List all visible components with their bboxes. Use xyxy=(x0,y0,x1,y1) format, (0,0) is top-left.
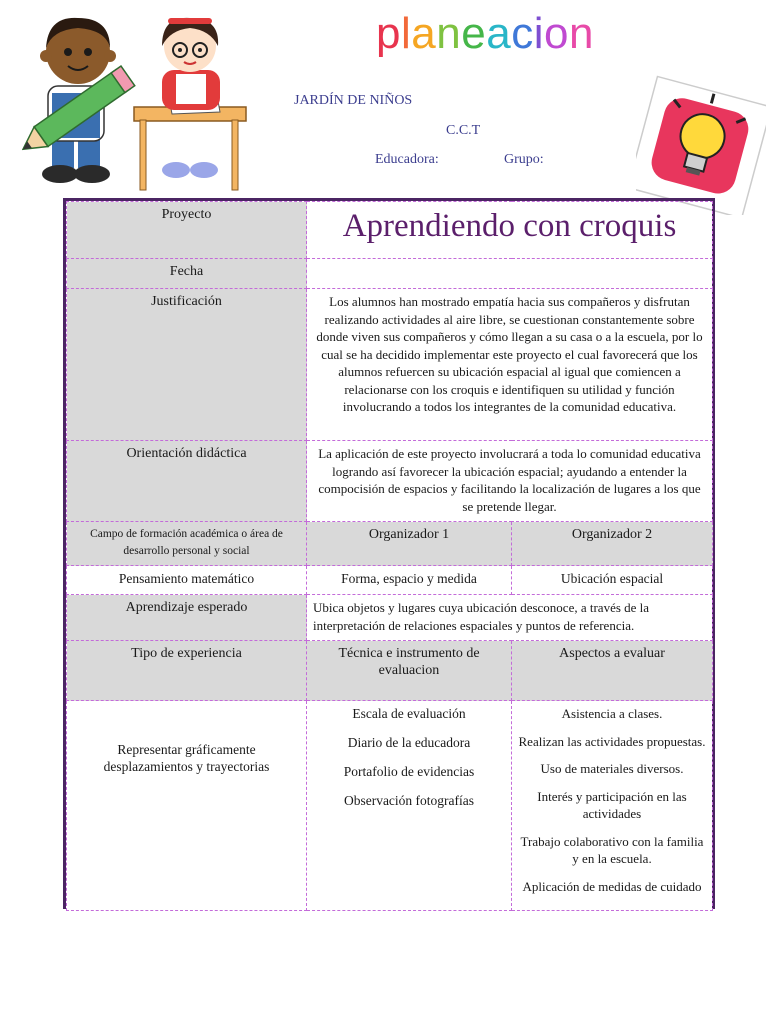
aprendizaje-text: Ubica objetos y lugares cuya ubicación desconoce, a través de la interpretación de relaciones espaciales y puntos de referencia. xyxy=(307,595,713,641)
boy-with-pencil-illustration xyxy=(22,8,142,188)
aspectos-label: Aspectos a evaluar xyxy=(512,641,713,701)
cct-label: C.C.T xyxy=(446,123,481,138)
list-item: Interés y participación en las actividades xyxy=(537,788,687,821)
school-label: JARDÍN DE NIÑOS xyxy=(294,93,413,108)
experiencia-value: Representar gráficamente desplazamientos y trayectorias xyxy=(67,701,307,911)
title-letter: l xyxy=(400,9,412,58)
grupo-label: Grupo: xyxy=(504,152,544,167)
justificacion-label: Justificación xyxy=(67,289,307,441)
title-letter: a xyxy=(486,9,512,58)
campo-label: Campo de formación académica o área de desarrollo personal y social xyxy=(67,522,307,566)
title-letter: a xyxy=(411,9,437,58)
title-letter: o xyxy=(543,9,569,58)
list-item: Observación fotografías xyxy=(343,793,475,808)
organizador2-label: Organizador 2 xyxy=(512,522,713,566)
light-bulb-icon xyxy=(636,70,766,215)
girl-at-desk-illustration xyxy=(132,12,250,194)
organizador1-value: Forma, espacio y medida xyxy=(307,566,512,595)
fecha-value xyxy=(307,259,713,289)
aprendizaje-label: Aprendizaje esperado xyxy=(67,595,307,641)
list-item: Realizan las actividades propuestas. xyxy=(518,733,706,749)
title-letter: e xyxy=(461,9,487,58)
campo-value: Pensamiento matemático xyxy=(67,566,307,595)
organizador2-value: Ubicación espacial xyxy=(512,566,713,595)
orientacion-label: Orientación didáctica xyxy=(67,441,307,522)
list-item: Escala de evaluación xyxy=(352,706,466,721)
title-letter: i xyxy=(533,9,544,58)
list-item: Portafolio de evidencias xyxy=(343,764,475,779)
experiencia-label: Tipo de experiencia xyxy=(67,641,307,701)
proyecto-label: Proyecto xyxy=(67,202,307,259)
title-letter: c xyxy=(511,9,534,58)
justificacion-text: Los alumnos han mostrado empatía hacia sus compañeros y disfrutan realizando actividades al aire libre, se cuestionan constantemente sobre donde viven sus compañeros y cómo llegan a su casa o a la escuela, por lo cual se ha decidido implementar este proyecto el cual favorecerá que los alumnos refuercen su ubicación espacial al igual que comiencen a relacionarse con los croquis e identifiquen su utilidad y función involucrando a todos los integrantes de la comunidad educativa. xyxy=(307,289,713,441)
educadora-label: Educadora: xyxy=(375,152,439,167)
planning-table xyxy=(63,198,715,909)
title-letter: p xyxy=(376,9,401,58)
list-item: Diario de la educadora xyxy=(347,735,471,750)
list-item: Asistencia a clases. xyxy=(561,706,663,721)
proyecto-title: Aprendiendo con croquis xyxy=(307,202,713,259)
organizador1-label: Organizador 1 xyxy=(307,522,512,566)
tecnicas-list xyxy=(307,701,512,911)
list-item: Aplicación de medidas de cuidado xyxy=(522,878,702,894)
aspectos-list xyxy=(512,701,713,911)
list-item: Uso de materiales diversos. xyxy=(540,761,684,776)
page-title xyxy=(376,9,594,58)
title-letter: n xyxy=(436,9,462,58)
tecnica-label: Técnica e instrumento de evaluacion xyxy=(307,641,512,701)
title-letter: n xyxy=(568,9,594,58)
orientacion-text: La aplicación de este proyecto involucrará a toda lo comunidad educativa logrando así favorecer la ubicación espacial; ayudando a entender la compocisión de espacios y facilitando la localización de lugares a los que se pretende llegar. xyxy=(307,441,713,522)
fecha-label: Fecha xyxy=(67,259,307,289)
list-item: Trabajo colaborativo con la familia y en la escuela. xyxy=(520,833,704,866)
